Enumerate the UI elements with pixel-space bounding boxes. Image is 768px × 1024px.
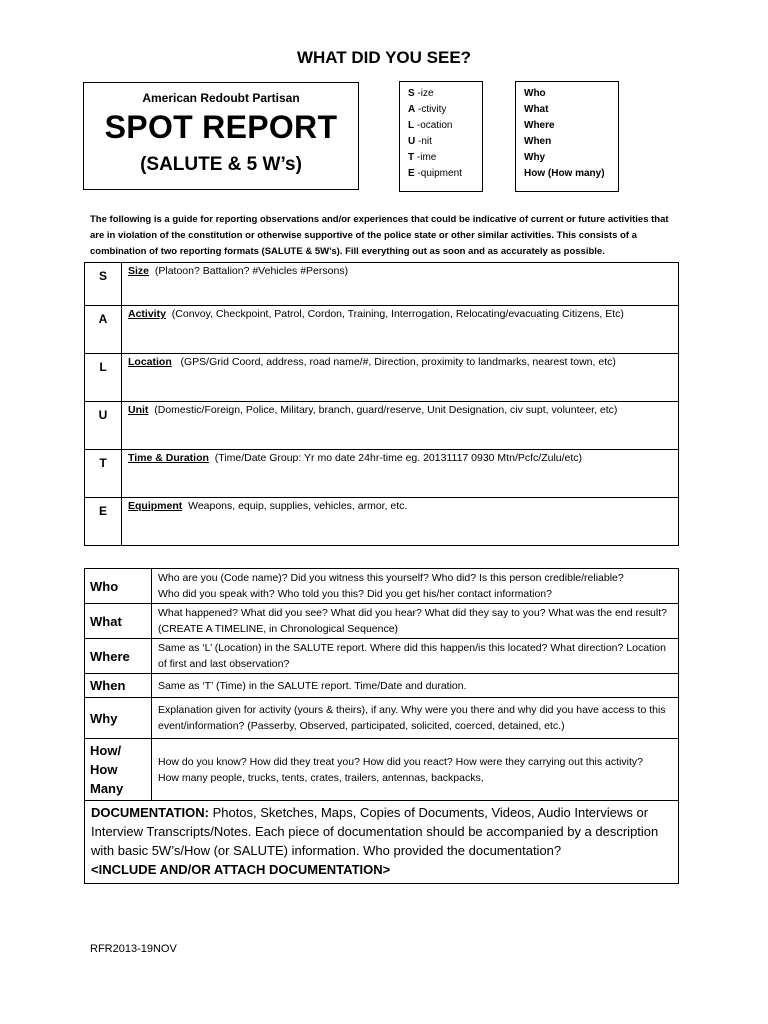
row-field[interactable] — [122, 450, 679, 498]
w-row-who — [85, 569, 679, 604]
salute-table — [84, 262, 679, 546]
five-w-legend — [515, 81, 619, 192]
row-description[interactable]: Same as ‘L’ (Location) in the SALUTE report. Where did this happen/is this located? What direction? Location of first and last observation? — [152, 639, 679, 674]
salute-row-unit — [85, 402, 679, 450]
row-label: Equipment — [128, 500, 183, 512]
legend-item: How (How many) — [524, 168, 605, 179]
legend-item: A -ctivity — [408, 104, 447, 115]
row-description[interactable]: Who are you (Code name)? Did you witness this yourself? Who did? Is this person credible/reliable? Who did you speak with? Who told you this? Did you get his/her contact information? — [152, 569, 679, 604]
salute-row-activity — [85, 306, 679, 354]
row-label: Location — [128, 356, 172, 368]
salute-row-equipment — [85, 498, 679, 546]
row-field[interactable] — [122, 354, 679, 402]
row-label: Time & Duration — [128, 452, 209, 464]
salute-legend — [399, 81, 483, 192]
row-letter: U — [85, 402, 122, 450]
row-description: (Time/Date Group: Yr mo date 24hr-time eg. 20131117 0930 Mtn/Pcfc/Zulu/etc) — [214, 452, 583, 464]
row-description[interactable]: Explanation given for activity (yours & theirs), if any. Why were you there and why did you have access to this event/information? (Passerby, Observed, participated, solicited, coerced, detained, etc.) — [152, 698, 679, 739]
legend-item: E -quipment — [408, 168, 462, 179]
row-field[interactable] — [122, 263, 679, 306]
legend-item: Where — [524, 120, 555, 131]
legend-item: T -ime — [408, 152, 437, 163]
row-description[interactable]: What happened? What did you see? What did you hear? What did they say to you? What was the end result? (CREATE A TIMELINE, in Chronological Sequence) — [152, 604, 679, 639]
row-field[interactable] — [122, 498, 679, 546]
row-letter: A — [85, 306, 122, 354]
row-description: (Platoon? Battalion? #Vehicles #Persons) — [154, 265, 349, 277]
w-row-what — [85, 604, 679, 639]
documentation-include: <INCLUDE AND/OR ATTACH DOCUMENTATION> — [91, 862, 391, 877]
organization-name: American Redoubt Partisan — [142, 91, 300, 105]
report-title: SPOT REPORT — [104, 109, 338, 145]
row-letter: L — [85, 354, 122, 402]
row-field[interactable] — [122, 402, 679, 450]
row-label: What — [85, 604, 152, 639]
five-w-table — [84, 568, 679, 884]
intro-paragraph: The following is a guide for reporting observations and/or experiences that could be indicative of current or future activities that are in violation of the constitution or otherwise supportive of the police state or other similar activities. This consists of a combination of two reporting formats (SALUTE & 5W’s). Fill everything out as soon and as accurately as possible. — [90, 214, 669, 257]
row-field[interactable] — [122, 306, 679, 354]
w-row-why — [85, 698, 679, 739]
legend-item: L -ocation — [408, 120, 453, 131]
documentation-label: DOCUMENTATION: — [91, 805, 209, 820]
documentation-text: Photos, Sketches, Maps, Copies of Documents, Videos, Audio Interviews or Interview Transcripts/Notes. Each piece of documentation should be accompanied by a description with basic 5W’s/How (or SALUTE) information. Who provided the documentation? — [91, 805, 659, 858]
row-description: (Convoy, Checkpoint, Patrol, Cordon, Training, Interrogation, Relocating/evacuating Citizens, Etc) — [171, 308, 624, 320]
legend-item: Who — [524, 88, 546, 99]
documentation-cell[interactable] — [85, 801, 679, 884]
row-label: Activity — [128, 308, 166, 320]
salute-row-time — [85, 450, 679, 498]
row-letter: S — [85, 263, 122, 306]
row-label: Where — [85, 639, 152, 674]
row-label: Who — [85, 569, 152, 604]
row-description: (Domestic/Foreign, Police, Military, branch, guard/reserve, Unit Designation, civ supt, volunteer, etc) — [154, 404, 618, 416]
w-row-how — [85, 739, 679, 801]
salute-row-size — [85, 263, 679, 306]
document-id: RFR2013-19NOV — [90, 943, 177, 955]
row-label: When — [85, 674, 152, 698]
row-letter: T — [85, 450, 122, 498]
row-description[interactable]: How do you know? How did they treat you? How did you react? How were they carrying out this activity? How many people, trucks, tents, crates, trailers, antennas, backpacks, — [152, 739, 679, 801]
row-label: Unit — [128, 404, 149, 416]
w-row-where — [85, 639, 679, 674]
row-label: How/ How Many — [85, 739, 152, 801]
row-description: Weapons, equip, supplies, vehicles, armor, etc. — [188, 500, 408, 512]
row-label: Size — [128, 265, 150, 277]
legend-item: When — [524, 136, 552, 147]
row-description[interactable]: Same as ‘T’ (Time) in the SALUTE report. Time/Date and duration. — [152, 674, 679, 698]
legend-item: What — [524, 104, 549, 115]
documentation-row — [85, 801, 679, 884]
report-title-box — [83, 82, 359, 190]
legend-item: U -nit — [408, 136, 432, 147]
row-label: Why — [85, 698, 152, 739]
page-title: WHAT DID YOU SEE? — [296, 48, 472, 67]
legend-item: Why — [524, 152, 546, 163]
w-row-when — [85, 674, 679, 698]
row-letter: E — [85, 498, 122, 546]
row-description: (GPS/Grid Coord, address, road name/#, Direction, proximity to landmarks, nearest town, etc) — [180, 356, 616, 368]
salute-row-location — [85, 354, 679, 402]
legend-item: S -ize — [408, 88, 434, 99]
report-subtitle: (SALUTE & 5 W’s) — [140, 154, 302, 175]
